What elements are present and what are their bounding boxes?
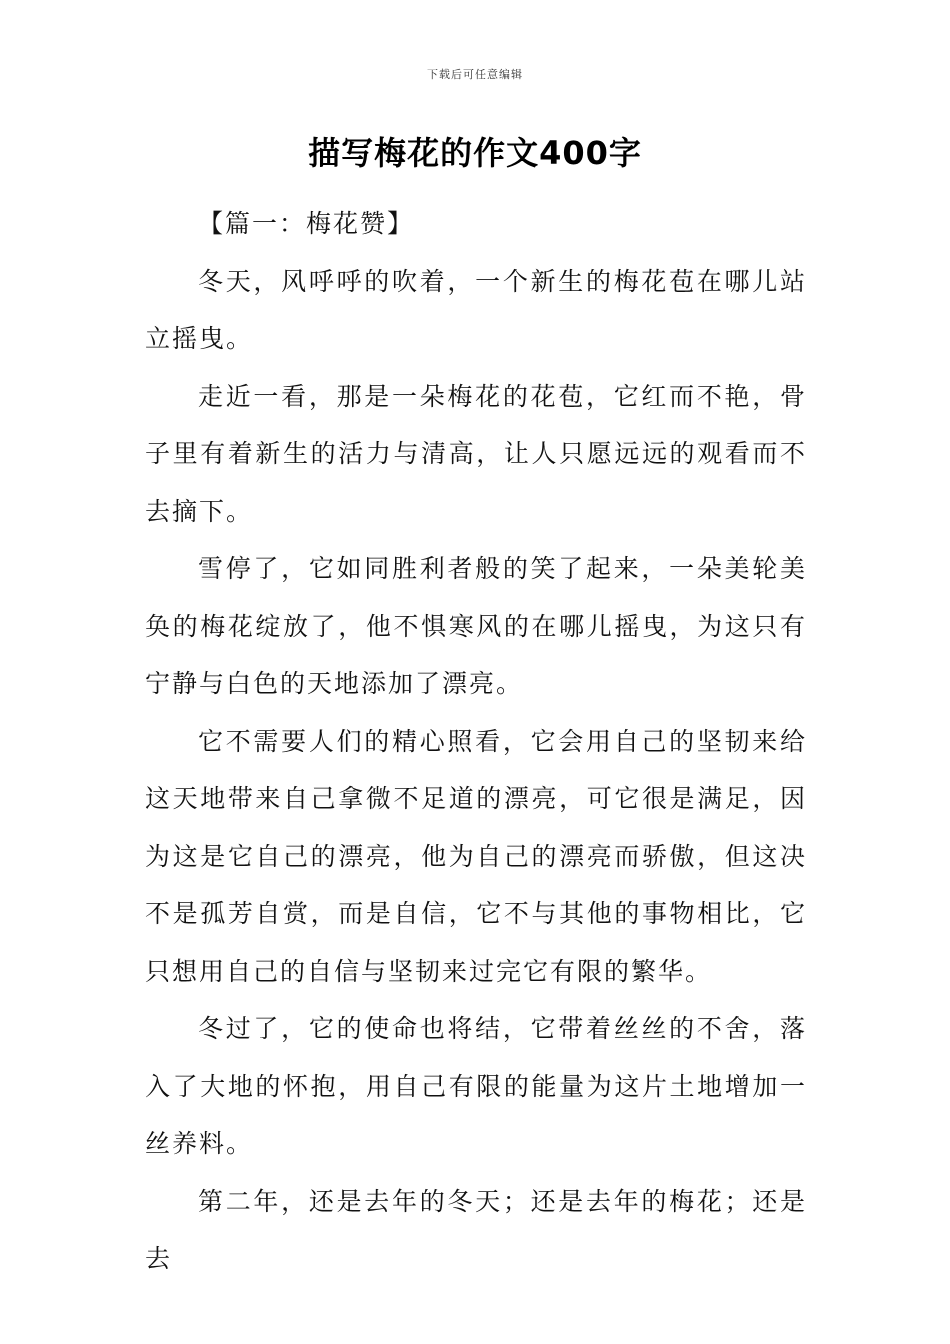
page-title: 描写梅花的作文400字 <box>308 134 642 172</box>
article-body <box>145 195 807 1288</box>
paragraph: 雪停了，它如同胜利者般的笑了起来，一朵美轮美奂的梅花绽放了，他不惧寒风的在哪儿摇曳，为这只有宁静与白色的天地添加了漂亮。 <box>145 554 807 698</box>
section-heading: 【篇一：梅花赞】 <box>198 209 415 238</box>
paragraph: 它不需要人们的精心照看，它会用自己的坚韧来给这天地带来自己拿微不足道的漂亮，可它很是满足，因为这是它自己的漂亮，他为自己的漂亮而骄傲，但这决不是孤芳自赏，而是自信，它不与其他的事物相比，它只想用自己的自信与坚韧来过完它有限的繁华。 <box>145 726 807 986</box>
header-note: 下载后可任意编辑 <box>427 68 523 81</box>
paragraph: 冬过了，它的使命也将结，它带着丝丝的不舍，落入了大地的怀抱，用自己有限的能量为这片土地增加一丝养料。 <box>145 1014 807 1158</box>
paragraph: 冬天，风呼呼的吹着，一个新生的梅花苞在哪儿站立摇曳。 <box>145 266 807 353</box>
paragraph: 第二年，还是去年的冬天；还是去年的梅花；还是去 <box>145 1186 807 1273</box>
paragraph: 走近一看，那是一朵梅花的花苞，它红而不艳，骨子里有着新生的活力与清高，让人只愿远远的观看而不去摘下。 <box>145 381 807 526</box>
